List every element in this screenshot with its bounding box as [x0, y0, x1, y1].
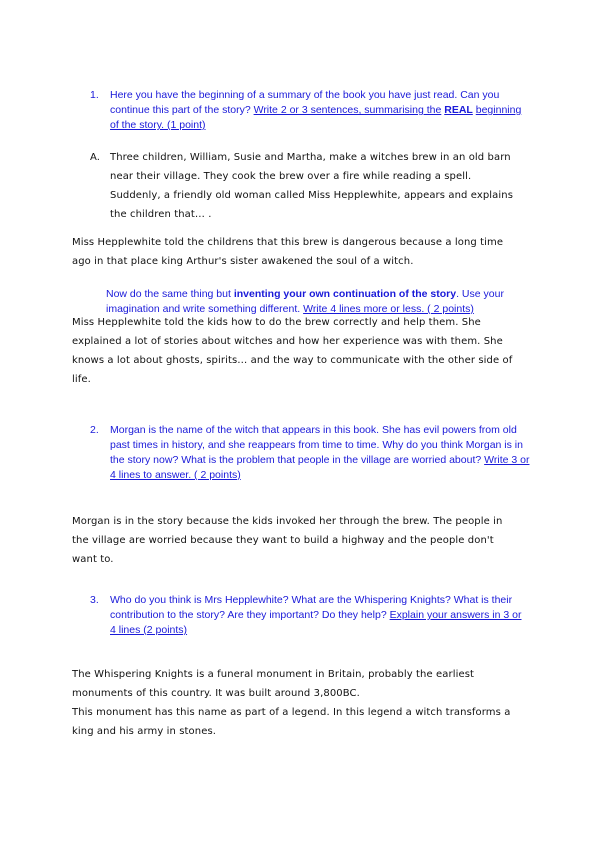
answer-2: Morgan is in the story because the kids invoked her through the brew. The people in the village are worried because they want to build a highway and the people don't want to.: [72, 516, 503, 565]
question-1b-instruction: Write 4 lines more or less. ( 2 points): [303, 303, 474, 315]
question-2-text-block: [110, 423, 530, 483]
answer-1: Miss Hepplewhite told the childrens that this brew is dangerous because a long time ago in that place king Arthur's sister awakened the soul of a witch.: [72, 237, 504, 267]
answer-3: [72, 665, 522, 741]
question-2: [90, 423, 530, 485]
summary-label: A.: [90, 152, 101, 163]
question-1-instruction-b: beginning of the story. (1 point): [110, 104, 522, 131]
question-2-text: Morgan is the name of the witch that appears in this book. She has evil powers from old past times in history, and she reappears from time to time. Why do you think Morgan is in the story now? What is the problem that people in the village are worried about?: [110, 424, 523, 466]
answer-1b: Miss Hepplewhite told the kids how to do the brew correctly and help them. She explained a lot of stories about witches and how her experience was with them. She knows a lot about ghosts, spirits… and the way to communicate with the other side of life.: [72, 317, 513, 385]
answer-3-paragraph-2: This monument has this name as part of a legend. In this legend a witch transforms a king and his army in stones.: [72, 707, 511, 737]
question-1-text: Here you have the beginning of a summary of the book you have just read. Can you continue this part of the story?: [110, 89, 500, 116]
answer-3-paragraph-1: The Whispering Knights is a funeral monument in Britain, probably the earliest monuments of this country. It was built around 3,800BC.: [72, 669, 475, 699]
question-1-number: 1.: [90, 89, 99, 101]
question-3-text: Who do you think is Mrs Hepplewhite? What are the Whispering Knights? What is their contribution to the story? Are they important? Do they help?: [110, 594, 513, 621]
question-1b-text-b: . Use your imagination and write something different.: [106, 288, 504, 315]
question-1-instruction-a: Write 2 or 3 sentences, summarising the: [253, 104, 442, 116]
question-3-instruction: Explain your answers in 3 or 4 lines (2 points): [110, 609, 522, 636]
question-1b-text-a: Now do the same thing but: [106, 288, 231, 300]
question-1b-text-bold: inventing your own continuation of the story: [233, 288, 457, 300]
question-1: [90, 88, 530, 134]
question-3-number: 3.: [90, 594, 99, 606]
question-3-text-block: [110, 593, 530, 638]
question-2-instruction: Write 3 or 4 lines to answer. ( 2 points): [110, 454, 530, 481]
summary-text: Three children, William, Susie and Martha, make a witches brew in an old barn near their village. They cook the brew over a fire while reading a spell. Suddenly, a friendly old woman called Miss Hepplewhite, appears and explains the children that… .: [110, 152, 514, 220]
question-3: [90, 593, 530, 639]
question-2-number: 2.: [90, 424, 99, 436]
question-1-instruction-bold: REAL: [444, 104, 473, 116]
question-1-text-block: [110, 88, 530, 133]
